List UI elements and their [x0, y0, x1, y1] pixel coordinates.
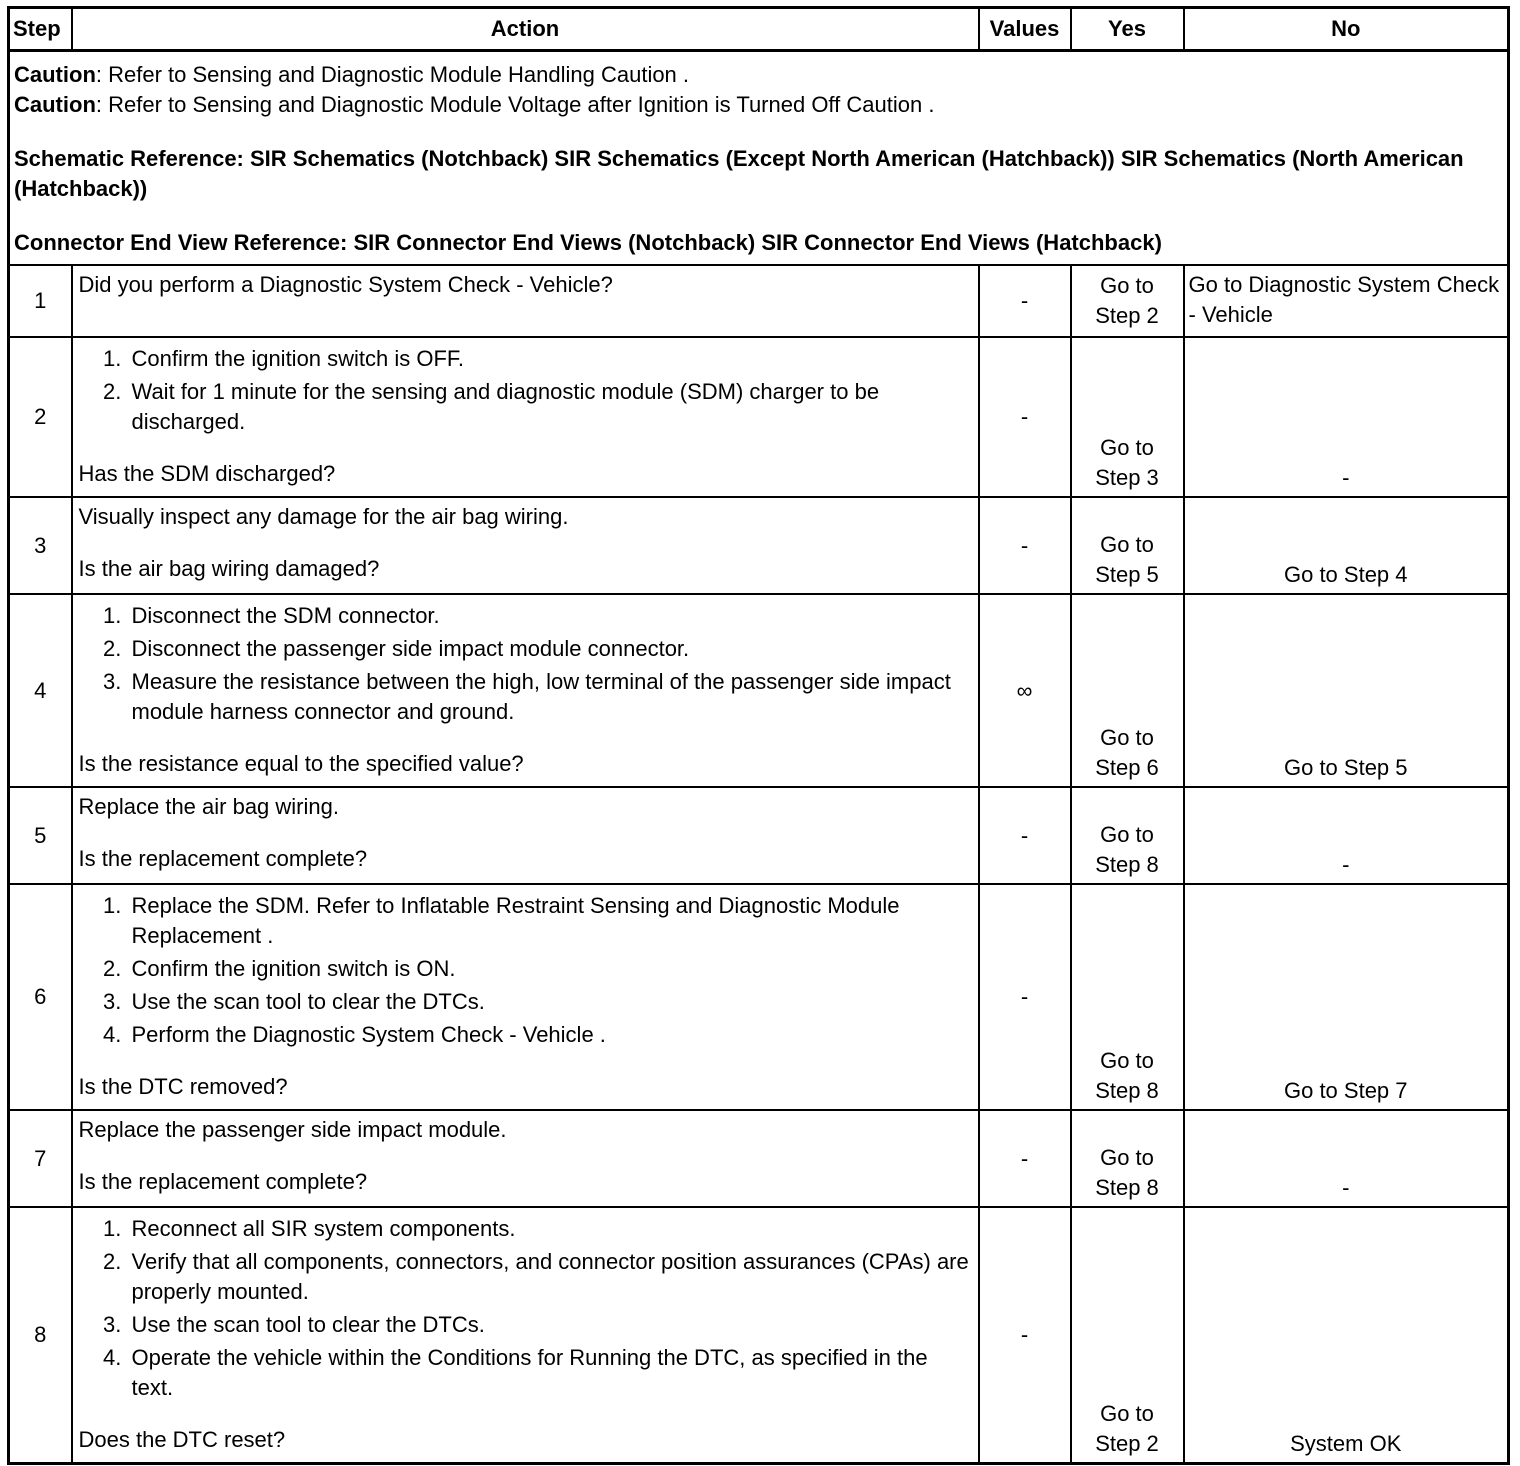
- step-row: [9, 337, 1509, 497]
- action-question: Is the replacement complete?: [78, 1169, 368, 1194]
- action-text: Did you perform a Diagnostic System Check - Vehicle?: [78, 272, 613, 297]
- value-cell: ∞: [979, 594, 1071, 787]
- step-number: 1: [9, 265, 72, 337]
- no-cell: Go to Diagnostic System Check - Vehicle: [1184, 265, 1509, 337]
- action-steps: [79, 891, 972, 1050]
- yes-cell: [1071, 787, 1184, 884]
- no-cell: Go to Step 5: [1184, 594, 1509, 787]
- action-step-item: 4. Operate the vehicle within the Conditions for Running the DTC, as specified in the text.: [128, 1343, 972, 1403]
- step-number: 3: [9, 497, 72, 594]
- caution-text: : Refer to Sensing and Diagnostic Module Voltage after Ignition is Turned Off Caution .: [95, 92, 935, 117]
- yes-cell: [1071, 265, 1184, 337]
- step-number: 6: [9, 884, 72, 1110]
- action-cell: [72, 265, 979, 337]
- step-number: 5: [9, 787, 72, 884]
- action-steps: [79, 1214, 972, 1403]
- action-cell: [72, 594, 979, 787]
- action-cell: [72, 1110, 979, 1207]
- info-cell: [9, 51, 1509, 266]
- yes-cell: [1071, 497, 1184, 594]
- no-cell: -: [1184, 1110, 1509, 1207]
- header-no: No: [1184, 8, 1509, 51]
- yes-text: Go to Step 5: [1095, 532, 1159, 587]
- action-step-item: 2. Confirm the ignition switch is ON.: [128, 954, 972, 984]
- action-step-item: 2. Wait for 1 minute for the sensing and diagnostic module (SDM) charger to be discharged.: [128, 377, 972, 437]
- step-row: [9, 884, 1509, 1110]
- action-question: Does the DTC reset?: [78, 1427, 286, 1452]
- value-cell: -: [979, 497, 1071, 594]
- header-action: Action: [72, 8, 979, 51]
- step-number: 8: [9, 1207, 72, 1463]
- yes-text: Go to Step 6: [1095, 725, 1159, 780]
- schematic-reference: Schematic Reference: SIR Schematics (Notchback) SIR Schematics (Except North American (Hatchback)) SIR Schematics (North American (Hatchback)): [14, 146, 1464, 201]
- caution-line-1: [14, 60, 1503, 90]
- yes-text: Go to Step 2: [1095, 1400, 1159, 1456]
- action-step-item: 3. Measure the resistance between the high, low terminal of the passenger side impact module harness connector and ground.: [128, 667, 972, 727]
- action-cell: [72, 337, 979, 497]
- action-step-item: 1. Disconnect the SDM connector.: [128, 601, 972, 631]
- connector-reference: Connector End View Reference: SIR Connector End Views (Notchback) SIR Connector End Views (Hatchback): [14, 230, 1162, 255]
- caution-text: : Refer to Sensing and Diagnostic Module Handling Caution .: [95, 62, 690, 87]
- step-number: 7: [9, 1110, 72, 1207]
- action-step-item: 4. Perform the Diagnostic System Check - Vehicle .: [128, 1020, 972, 1050]
- value-cell: -: [979, 265, 1071, 337]
- yes-cell: [1071, 1110, 1184, 1207]
- yes-text: Go to Step 3: [1095, 435, 1159, 490]
- action-step-item: 3. Use the scan tool to clear the DTCs.: [128, 1310, 972, 1340]
- yes-cell: [1071, 594, 1184, 787]
- step-row: [9, 594, 1509, 787]
- value-cell: -: [979, 884, 1071, 1110]
- yes-text: Go to Step 8: [1095, 1048, 1159, 1103]
- no-cell: -: [1184, 337, 1509, 497]
- header-row: [9, 8, 1509, 51]
- step-row: [9, 497, 1509, 594]
- info-row: [9, 51, 1509, 266]
- action-step-item: 3. Use the scan tool to clear the DTCs.: [128, 987, 972, 1017]
- action-step-item: 2. Verify that all components, connectors, and connector position assurances (CPAs) are properly mounted.: [128, 1247, 972, 1307]
- yes-cell: [1071, 337, 1184, 497]
- action-question: Is the air bag wiring damaged?: [78, 556, 380, 581]
- step-row: [9, 265, 1509, 337]
- header-values: Values: [979, 8, 1071, 51]
- yes-text: Go to Step 8: [1095, 1145, 1159, 1200]
- diagnostic-table: [7, 6, 1510, 1465]
- header-yes: Yes: [1071, 8, 1184, 51]
- action-cell: [72, 884, 979, 1110]
- action-step-item: 1. Replace the SDM. Refer to Inflatable Restraint Sensing and Diagnostic Module Replacement .: [128, 891, 972, 951]
- value-cell: -: [979, 787, 1071, 884]
- action-question: Is the resistance equal to the specified value?: [78, 751, 524, 776]
- yes-cell: [1071, 1207, 1184, 1463]
- action-text: Visually inspect any damage for the air bag wiring.: [78, 504, 569, 529]
- no-cell: -: [1184, 787, 1509, 884]
- no-cell: Go to Step 4: [1184, 497, 1509, 594]
- action-step-item: 1. Reconnect all SIR system components.: [128, 1214, 972, 1244]
- action-question: Has the SDM discharged?: [78, 461, 336, 486]
- value-cell: -: [979, 1207, 1071, 1463]
- yes-cell: [1071, 884, 1184, 1110]
- caution-label: Caution: [14, 62, 96, 87]
- step-row: [9, 1110, 1509, 1207]
- no-cell: System OK: [1184, 1207, 1509, 1463]
- action-cell: [72, 787, 979, 884]
- action-question: Is the replacement complete?: [78, 846, 368, 871]
- action-cell: [72, 497, 979, 594]
- action-steps: [79, 601, 972, 727]
- step-number: 4: [9, 594, 72, 787]
- step-number: 2: [9, 337, 72, 497]
- step-row: [9, 1207, 1509, 1463]
- no-cell: Go to Step 7: [1184, 884, 1509, 1110]
- caution-line-2: [14, 90, 1503, 120]
- action-text: Replace the passenger side impact module.: [78, 1117, 507, 1142]
- action-step-item: 2. Disconnect the passenger side impact module connector.: [128, 634, 972, 664]
- action-steps: [79, 344, 972, 437]
- step-row: [9, 787, 1509, 884]
- action-step-item: 1. Confirm the ignition switch is OFF.: [128, 344, 972, 374]
- value-cell: -: [979, 1110, 1071, 1207]
- value-cell: -: [979, 337, 1071, 497]
- action-text: Replace the air bag wiring.: [78, 794, 339, 819]
- header-step: Step: [9, 8, 72, 51]
- action-cell: [72, 1207, 979, 1463]
- yes-text: Go to Step 2: [1095, 272, 1159, 328]
- yes-text: Go to Step 8: [1095, 822, 1159, 877]
- action-question: Is the DTC removed?: [78, 1074, 288, 1099]
- caution-label: Caution: [14, 92, 96, 117]
